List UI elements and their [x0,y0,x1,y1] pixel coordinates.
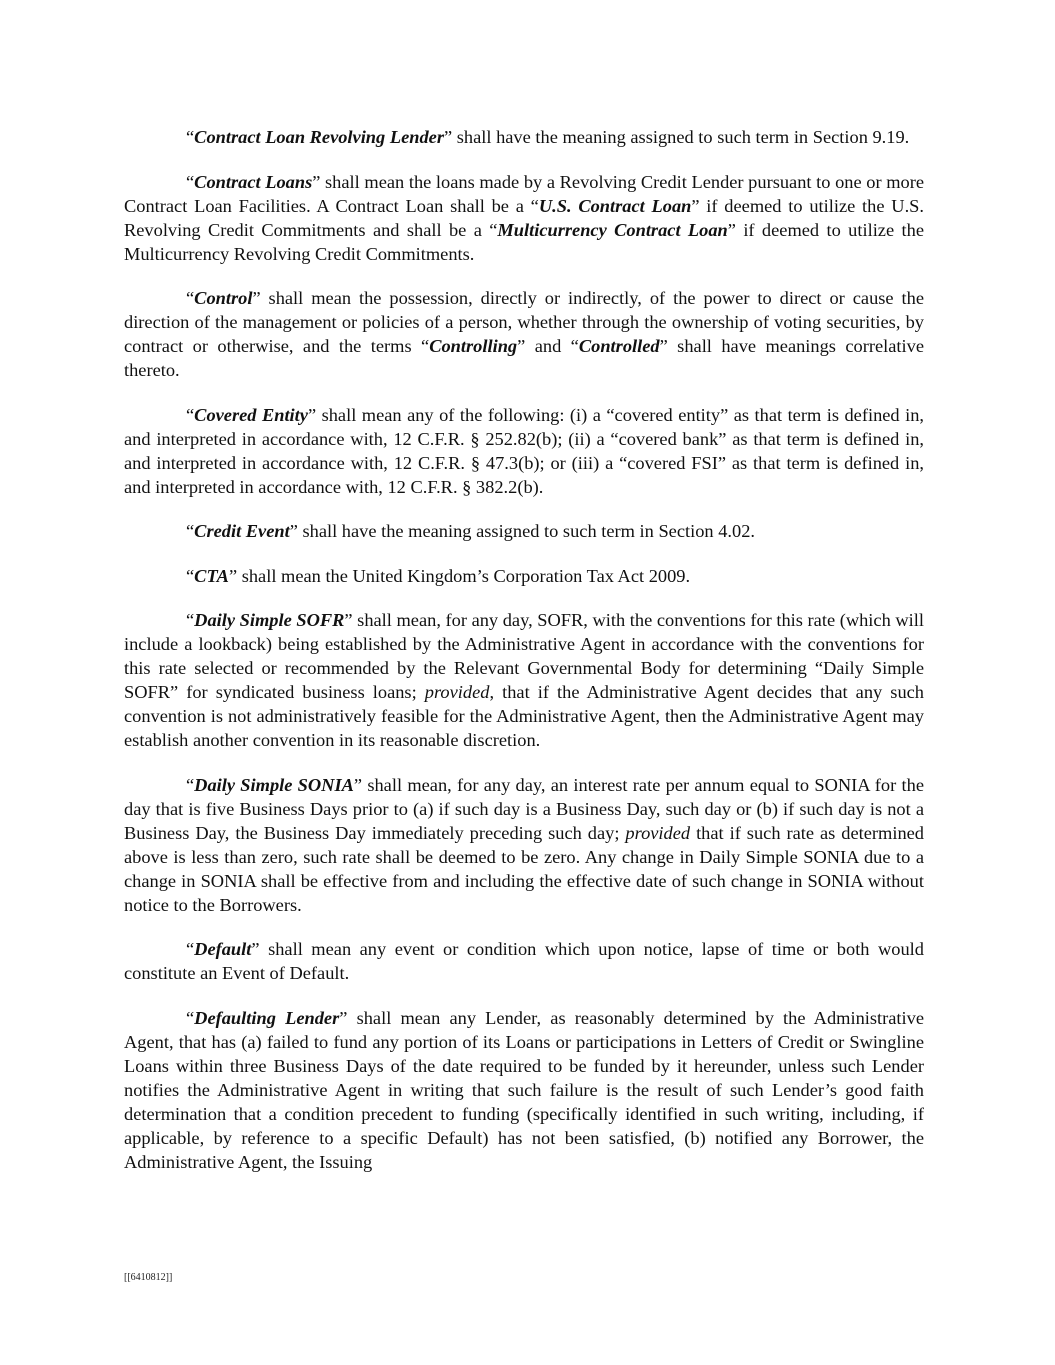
definition-paragraph [124,403,924,499]
definition-paragraph [124,773,924,917]
paragraph-text: “ [186,610,195,630]
defined-term: Daily Simple SOFR [194,610,345,630]
defined-term: Contract Loans [194,171,313,192]
paragraph-text: “ [186,939,195,959]
definitions-section [124,125,924,1194]
paragraph-text: ” if deemed to utilize the U.S. Revolving Credit Commitments and shall be a “ [124,195,925,240]
paragraph-text: ” shall mean the possession, directly or indirectly, of the power to direct or cause the direction of the management or policies of a person, whether through the ownership of voting securities, by contract or otherwise, and the terms “ [124,288,924,356]
paragraph-text: ” shall have the meaning assigned to such term in Section 9.19. [443,127,910,147]
defined-term: CTA [194,565,229,586]
definition-paragraph [124,608,924,752]
paragraph-text: “ [186,565,195,586]
defined-term: Control [194,288,253,308]
definition-paragraph [124,1006,924,1174]
paragraph-text: “ [186,288,195,308]
paragraph-text: ” shall mean, for any day, an interest rate per annum equal to SONIA for the day that is five Business Days prior to (a) if such day is a Business Day, such day or (b) if such day is not a Business Day, the Business Day immediately preceding such day; [124,774,924,843]
paragraph-text: , that if the Administrative Agent decides that any such convention is not administratively feasible for the Administrative Agent, then the Administrative Agent may establish another convention in its reasonable discretion. [124,682,924,750]
defined-term: Daily Simple SONIA [194,774,354,795]
defined-term: U.S. Contract Loan [538,195,692,216]
definition-paragraph [124,125,924,149]
defined-term: Contract Loan Revolving Lender [194,127,444,147]
paragraph-text: “ [186,1007,195,1028]
paragraph-text: “ [186,774,195,795]
defined-term: Multicurrency Contract Loan [497,219,728,240]
paragraph-text: ” and “ [517,336,579,356]
emphasis-text: provided [625,822,691,843]
definition-paragraph [124,564,924,588]
emphasis-text: provided [424,682,490,702]
defined-term: Defaulting Lender [194,1007,340,1028]
paragraph-text: that if such rate as determined above is less than zero, such rate shall be deemed to be zero. Any change in Daily Simple SONIA due to a change in SONIA shall be effective from and including the effective date of such change in SONIA without notice to the Borrowers. [124,822,924,915]
defined-term: Covered Entity [194,404,308,425]
paragraph-text: ” shall mean, for any day, SOFR, with the conventions for this rate (which will include a lookback) being established by the Administrative Agent in accordance with the conventions for this rate selected or recommended by the Relevant Governmental Body for determining “Daily Simple SOFR” for syndicated business loans; [124,610,924,702]
paragraph-text: “ [186,404,195,425]
defined-term: Credit Event [194,521,290,541]
paragraph-text: ” shall mean any Lender, as reasonably determined by the Administrative Agent, that has (a) failed to fund any portion of its Loans or participations in Letters of Credit or Swingline Loans within three Business Days of the date required to be funded by it hereunder, unless such Lender notifies the Administrative Agent in writing that such failure is the result of such Lender’s good faith determination that a condition precedent to funding (specifically identified in such writing, including, if applicable, by reference to a specific Default) has not been satisfied, (b) notified any Borrower, the Administrative Agent, the Issuing [124,1007,925,1172]
paragraph-text: “ [186,127,195,147]
paragraph-text: “ [186,521,195,541]
paragraph-text: ” shall have the meaning assigned to such term in Section 4.02. [289,521,755,541]
definition-paragraph [124,937,924,985]
defined-term: Controlled [578,336,660,356]
paragraph-text: “ [186,171,195,192]
paragraph-text: ” shall mean any of the following: (i) a “covered entity” as that term is defined in, and interpreted in accordance with, 12 C.F.R. § 252.82(b); (ii) a “covered bank” as that term is defined in, and interpreted in accordance with, 12 C.F.R. § 47.3(b); or (iii) a “covered FSI” as that term is defined in, and interpreted in accordance with, 12 C.F.R. § 382.2(b). [124,404,924,497]
defined-term: Controlling [429,336,518,356]
paragraph-text: ” shall mean the United Kingdom’s Corporation Tax Act 2009. [228,565,691,586]
document-id-footer: [[6410812]] [124,1272,173,1283]
paragraph-text: ” shall mean any event or condition which upon notice, lapse of time or both would constitute an Event of Default. [124,939,924,983]
defined-term: Default [194,939,252,959]
paragraph-text: ” if deemed to utilize the Multicurrency Revolving Credit Commitments. [124,219,924,264]
definition-paragraph [124,519,924,543]
definition-paragraph [124,170,924,266]
paragraph-text: ” shall have meanings correlative thereto. [124,336,924,380]
definition-paragraph [124,286,924,382]
paragraph-text: ” shall mean the loans made by a Revolving Credit Lender pursuant to one or more Contract Loan Facilities. A Contract Loan shall be a “ [124,171,924,216]
